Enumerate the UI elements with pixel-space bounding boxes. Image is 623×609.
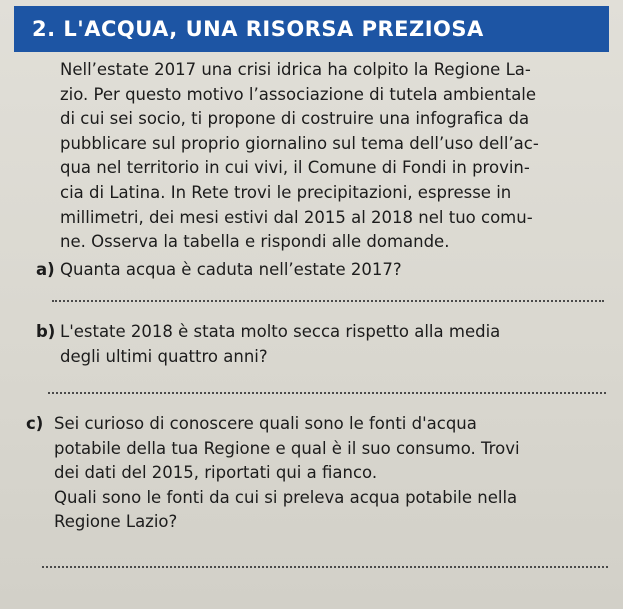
question-b-text: L'estate 2018 è stata molto secca rispetto alla media degli ultimi quattro anni? bbox=[60, 322, 501, 366]
question-a-letter: a) bbox=[36, 260, 55, 279]
exercise-intro: Nell’estate 2017 una crisi idrica ha colpito la Regione La- zio. Per questo motivo l’associazione di tutela ambientale di cui sei socio, ti propone di costruire una infografica da pubblicare sul proprio giornalino sul tema dell’uso dell’ac- qua nel territorio in cui vivi, il Comune di Fondi in provin- cia di Latina. In Rete trovi le precipitazioni, espresse in millimetri, dei mesi estivi dal 2015 al 2018 nel tuo comu- ne. Osserva la tabella e rispondi alle domande. bbox=[60, 60, 539, 252]
question-b-letter: b) bbox=[36, 322, 56, 341]
question-b bbox=[36, 320, 613, 370]
question-c-letter: c) bbox=[26, 414, 44, 433]
question-c-text: Sei curioso di conoscere quali sono le fonti d'acqua potabile della tua Regione e qual è il suo consumo. Trovi dei dati del 2015, riportati qui a fianco. Quali sono le fonti da cui si preleva acqua potabile nella Regione Lazio? bbox=[54, 414, 520, 532]
answer-line-a[interactable] bbox=[52, 300, 604, 302]
question-a-text: Quanta acqua è caduta nell’estate 2017? bbox=[60, 260, 402, 279]
answer-line-b[interactable] bbox=[48, 392, 606, 394]
question-c bbox=[26, 412, 613, 538]
question-a bbox=[36, 258, 613, 284]
exercise-title: 2. L'ACQUA, UNA RISORSA PREZIOSA bbox=[14, 6, 609, 52]
answer-line-c[interactable] bbox=[42, 566, 608, 568]
